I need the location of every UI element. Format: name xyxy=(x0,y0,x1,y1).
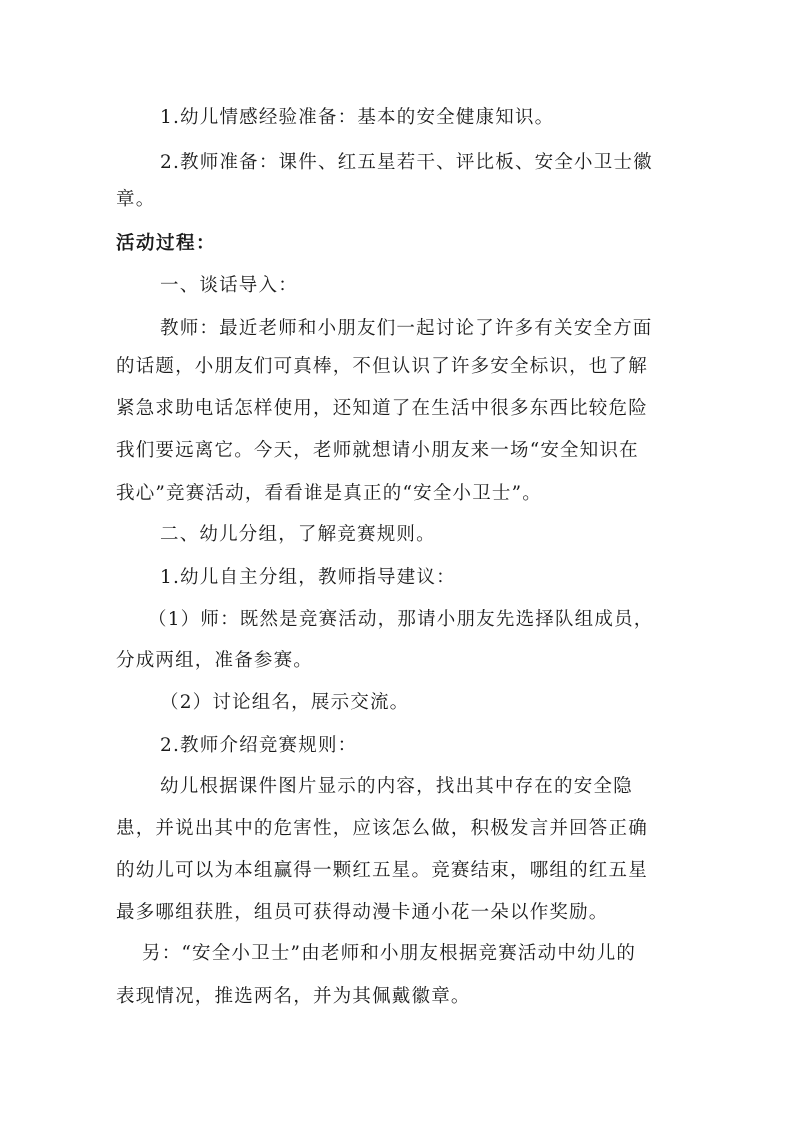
paragraph-line: 我心”竞赛活动，看看谁是真正的“安全小卫士”。 xyxy=(116,483,542,504)
step-1-title: 一、谈话导入： xyxy=(160,275,298,296)
prep-item-2: 2.教师准备：课件、红五星若干、评比板、安全小卫士徽 xyxy=(160,152,653,173)
sub-item-1-1-cont: 分成两组，准备参赛。 xyxy=(116,650,314,671)
paragraph-line: 幼儿根据课件图片显示的内容，找出其中存在的安全隐 xyxy=(160,776,633,797)
paragraph-line: 的幼儿可以为本组赢得一颗红五星。竞赛结束，哪组的红五星 xyxy=(116,860,648,881)
paragraph-line: 最多哪组获胜，组员可获得动漫卡通小花一朵以作奖励。 xyxy=(116,902,609,923)
section-heading-activity-process: 活动过程： xyxy=(116,233,217,254)
paragraph-line: 另：“安全小卫士”由老师和小朋友根据竞赛活动中幼儿的 xyxy=(142,943,637,964)
paragraph-line: 的话题，小朋友们可真棒，不但认识了许多安全标识，也了解 xyxy=(116,356,648,377)
paragraph-line: 表现情况，推选两名，并为其佩戴徽章。 xyxy=(116,986,471,1007)
sub-item-1-2: （2）讨论组名，展示交流。 xyxy=(160,692,410,713)
paragraph-line: 我们要远离它。今天，老师就想请小朋友来一场“安全知识在 xyxy=(116,440,639,461)
paragraph-line: 患，并说出其中的危害性，应该怎么做，积极发言并回答正确 xyxy=(116,818,648,839)
prep-item-2-cont: 章。 xyxy=(116,189,156,210)
paragraph-line: 紧急求助电话怎样使用，还知道了在生活中很多东西比较危险 xyxy=(116,398,648,419)
prep-item-1: 1.幼儿情感经验准备：基本的安全健康知识。 xyxy=(160,107,555,128)
sub-item-2: 2.教师介绍竞赛规则： xyxy=(160,735,358,756)
step-2-title: 二、幼儿分组，了解竞赛规则。 xyxy=(160,524,436,545)
sub-item-1: 1.幼儿自主分组，教师指导建议： xyxy=(160,567,456,588)
sub-item-1-1: （1）师：既然是竞赛活动，那请小朋友先选择队组成员， xyxy=(148,609,654,630)
paragraph-line: 教师：最近老师和小朋友们一起讨论了许多有关安全方面 xyxy=(160,318,653,339)
